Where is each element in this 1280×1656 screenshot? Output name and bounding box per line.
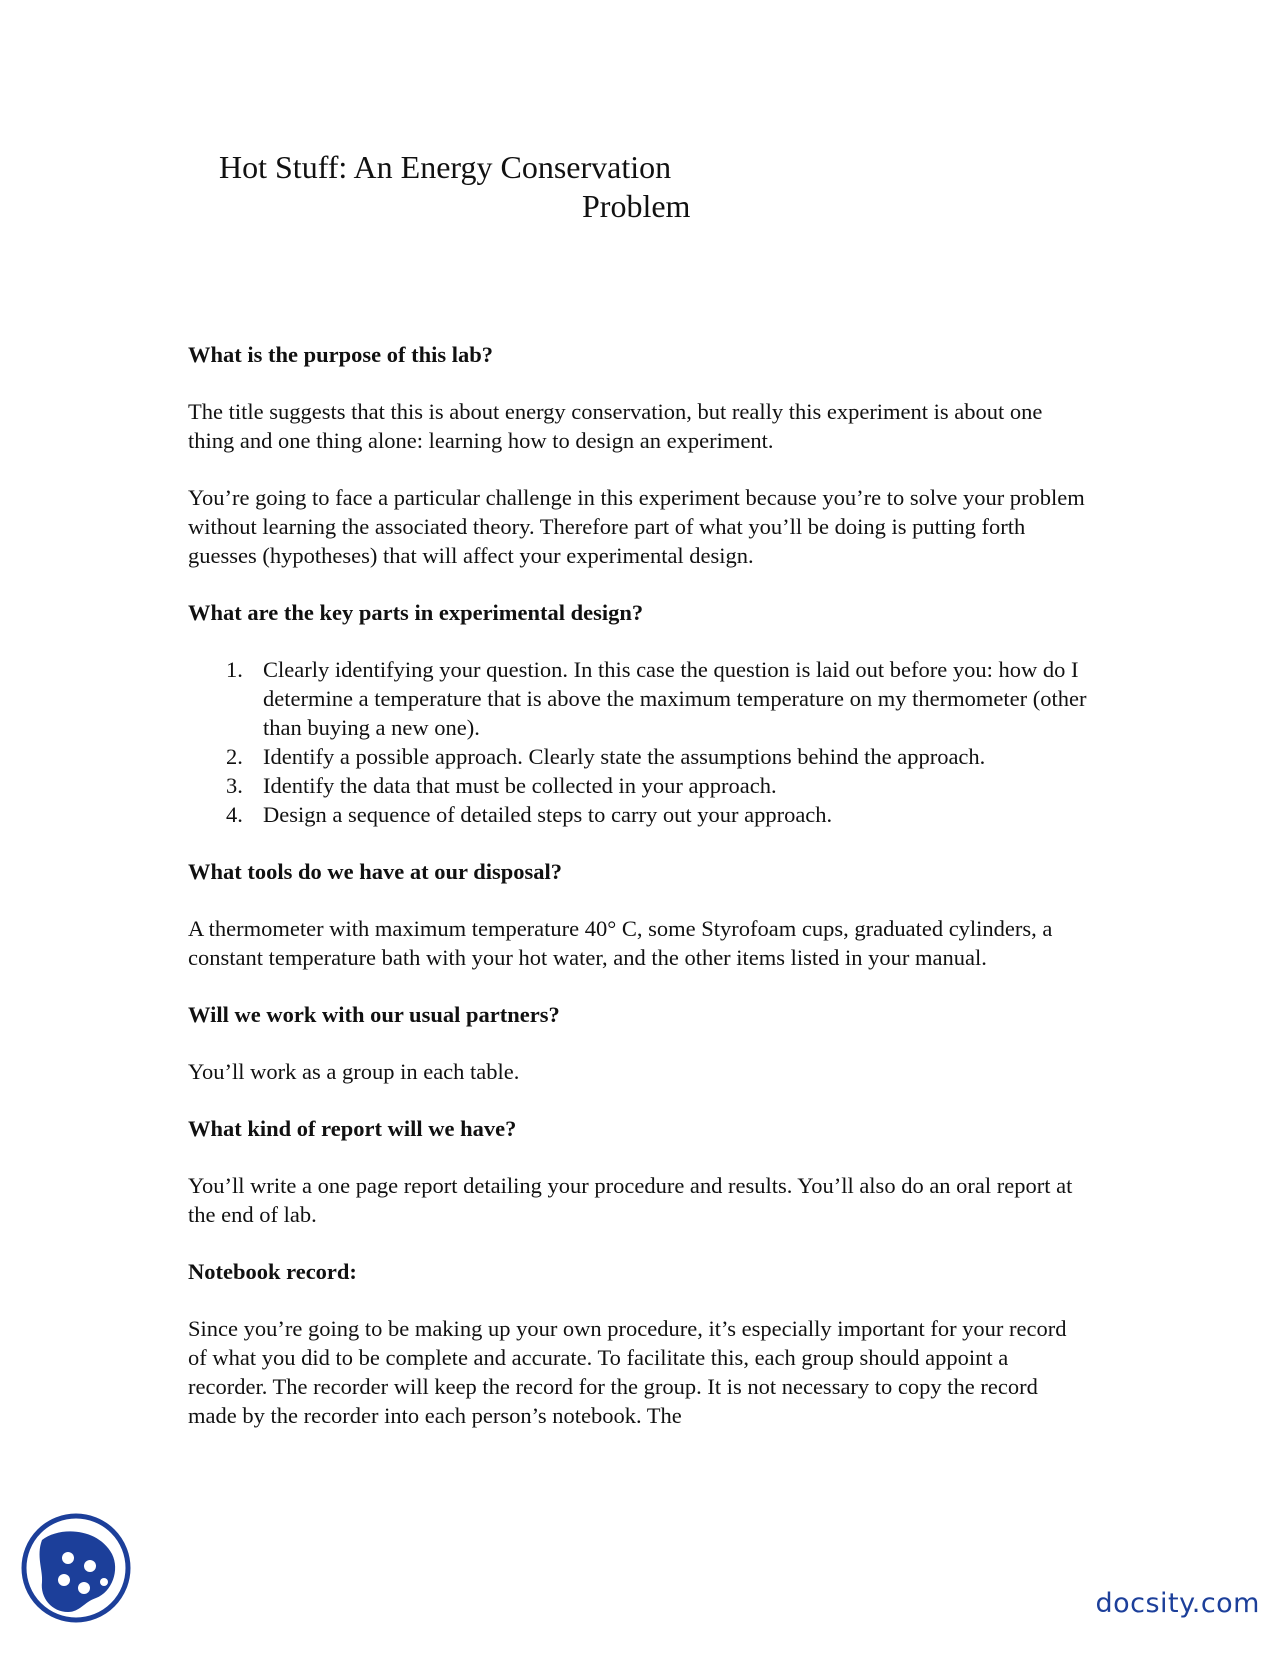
document-title-line1: Hot Stuff: An Energy Conservation xyxy=(219,149,672,185)
paragraph-partners: You’ll work as a group in each table. xyxy=(188,1059,520,1084)
list-item xyxy=(188,800,1088,829)
docsity-logo-icon[interactable] xyxy=(20,1512,132,1624)
paragraph-purpose-2: You’re going to face a particular challenge in this experiment because you’re to solve your problem without learning the associated theory. Therefore part of what you’ll be doing is putting forth guesses (hypotheses) that will affect your experimental design. xyxy=(188,485,1085,568)
heading-notebook: Notebook record: xyxy=(188,1259,357,1284)
document-body xyxy=(188,340,1088,1430)
heading-key-parts: What are the key parts in experimental design? xyxy=(188,600,644,625)
paragraph-tools: A thermometer with maximum temperature 40° C, some Styrofoam cups, graduated cylinders, a constant temperature bath with your hot water, and the other items listed in your manual. xyxy=(188,916,1053,970)
list-item-text: Identify the data that must be collected in your approach. xyxy=(263,773,777,798)
list-item-text: Identify a possible approach. Clearly state the assumptions behind the approach. xyxy=(263,744,986,769)
list-item-number: 4. xyxy=(226,802,243,827)
document-title-line2: Problem xyxy=(582,188,691,224)
paragraph-report: You’ll write a one page report detailing your procedure and results. You’ll also do an oral report at the end of lab. xyxy=(188,1173,1073,1227)
list-item-number: 1. xyxy=(226,657,243,682)
docsity-brand-link[interactable]: docsity.com xyxy=(1095,1588,1260,1619)
heading-purpose: What is the purpose of this lab? xyxy=(188,342,494,367)
list-item-text: Clearly identifying your question. In this case the question is laid out before you: how do I determine a temperature that is above the maximum temperature on my thermometer (other than buying a new one). xyxy=(263,657,1087,740)
list-item xyxy=(188,771,1088,800)
heading-tools: What tools do we have at our disposal? xyxy=(188,859,563,884)
paragraph-notebook: Since you’re going to be making up your own procedure, it’s especially important for your record of what you did to be complete and accurate. To facilitate this, each group should appoint a recorder. The recorder will keep the record for the group. It is not necessary to copy the record made by the recorder into each person’s notebook. The xyxy=(188,1316,1067,1428)
list-item-number: 3. xyxy=(226,773,243,798)
list-item xyxy=(188,742,1088,771)
heading-partners: Will we work with our usual partners? xyxy=(188,1002,560,1027)
heading-report: What kind of report will we have? xyxy=(188,1116,517,1141)
key-parts-list xyxy=(188,655,1088,829)
list-item-number: 2. xyxy=(226,744,243,769)
list-item xyxy=(188,655,1088,742)
list-item-text: Design a sequence of detailed steps to carry out your approach. xyxy=(263,802,833,827)
paragraph-purpose-1: The title suggests that this is about energy conservation, but really this experiment is about one thing and one thing alone: learning how to design an experiment. xyxy=(188,399,1043,453)
